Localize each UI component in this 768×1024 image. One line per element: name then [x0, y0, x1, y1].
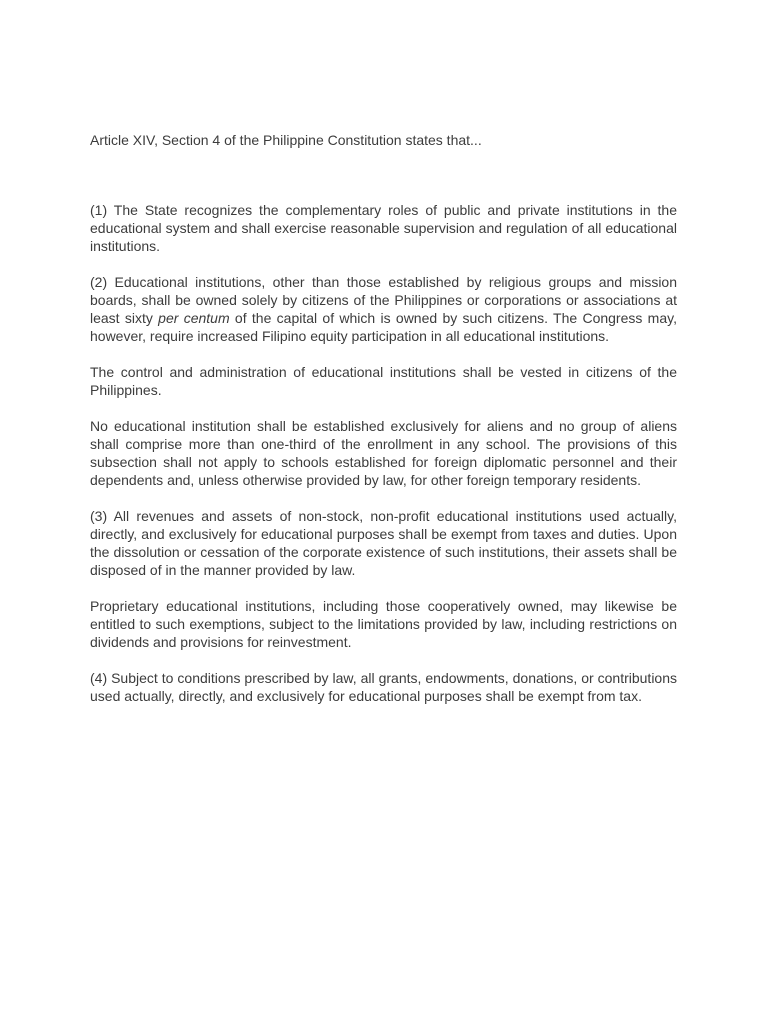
document-heading: Article XIV, Section 4 of the Philippine Constitution states that...: [90, 132, 482, 148]
paragraph-5: (3) All revenues and assets of non-stock, non-profit educational institutions used actually, directly, and exclusively for educational purposes shall be exempt from taxes and duties. Upon the dissolution or cessation of the corporate existence of such institutions, their assets shall be disposed of in the manner provided by law.: [90, 508, 677, 578]
paragraph-2-emphasis: per centum: [158, 310, 230, 326]
paragraph-1: (1) The State recognizes the complementary roles of public and private institutions in the educational system and shall exercise reasonable supervision and regulation of all educational institutions.: [90, 202, 677, 254]
paragraph-2-text-after: of the capital of which is owned by such citizens. The Congress may, however, require increased Filipino equity participation in all educational institutions.: [90, 310, 677, 344]
paragraph-4: No educational institution shall be established exclusively for aliens and no group of aliens shall comprise more than one-third of the enrollment in any school. The provisions of this subsection shall not apply to schools established for foreign diplomatic personnel and their dependents and, unless otherwise provided by law, for other foreign temporary residents.: [90, 418, 677, 488]
paragraph-3: The control and administration of educational institutions shall be vested in citizens of the Philippines.: [90, 364, 677, 398]
document-body: [90, 201, 677, 723]
paragraph-7: (4) Subject to conditions prescribed by law, all grants, endowments, donations, or contributions used actually, directly, and exclusively for educational purposes shall be exempt from tax.: [90, 670, 677, 704]
paragraph-2-text-before: (2) Educational institutions, other than those established by religious groups and mission boards, shall be owned solely by citizens of the Philippines or corporations or associations at least sixty: [90, 274, 677, 326]
paragraph-2: [90, 273, 677, 345]
paragraph-6: Proprietary educational institutions, including those cooperatively owned, may likewise be entitled to such exemptions, subject to the limitations provided by law, including restrictions on dividends and provisions for reinvestment.: [90, 598, 677, 650]
